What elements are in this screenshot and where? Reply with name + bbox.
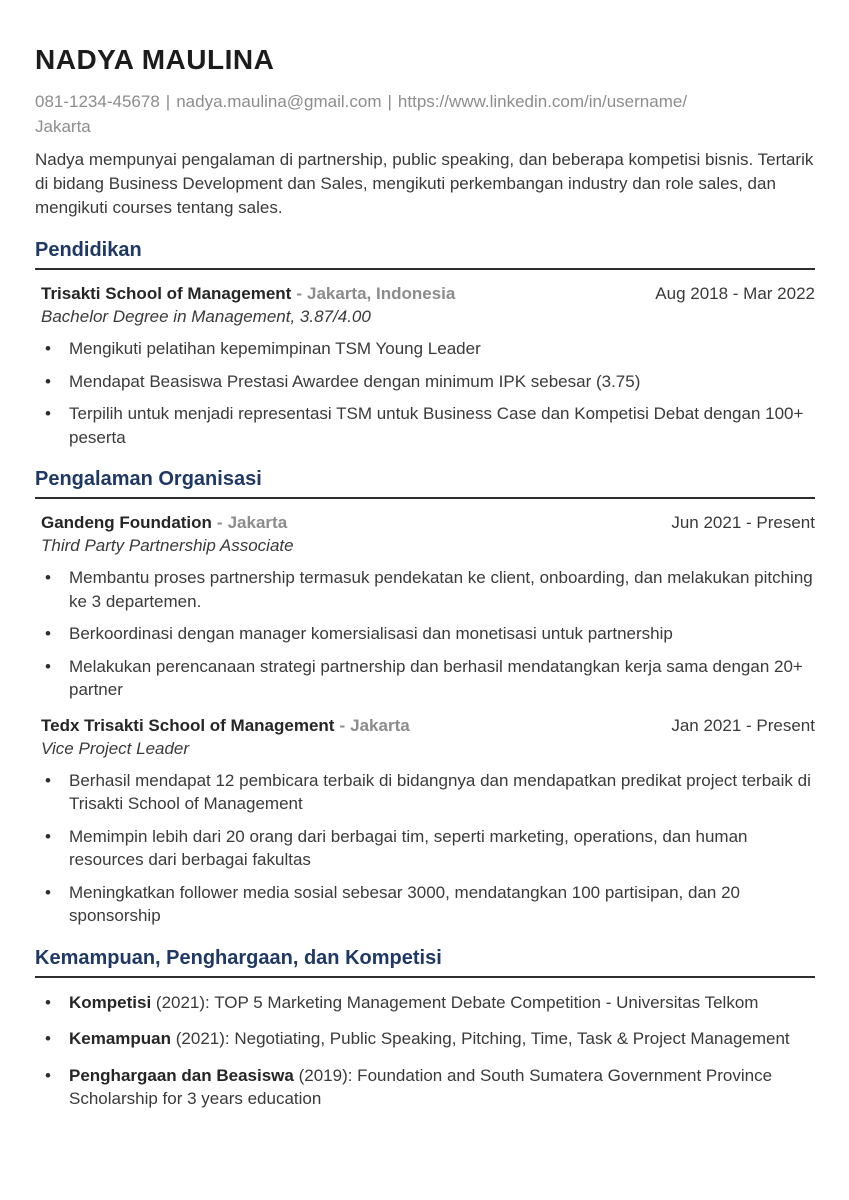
bullet-list <box>35 566 815 702</box>
bullet-item <box>45 825 815 872</box>
skills-item-label: Kompetisi <box>69 992 152 1012</box>
bullet-marker: • <box>45 992 51 1012</box>
bullet-marker: • <box>45 770 51 790</box>
bullet-marker: • <box>45 404 51 423</box>
entry-location: Jakarta <box>227 513 288 532</box>
bullet-item <box>45 769 815 816</box>
bullet-marker: • <box>45 882 51 902</box>
section-skills-awards <box>35 947 815 1111</box>
skills-item-detail: (2021): Negotiating, Public Speaking, Pitching, Time, Task & Project Management <box>171 1029 790 1048</box>
linkedin-url-text: https://www.linkedin.com/in/username/ <box>397 92 688 111</box>
location-text: Jakarta <box>35 117 91 136</box>
skills-list <box>35 991 815 1111</box>
entry-role: Vice Project Leader <box>41 738 190 758</box>
email-text: nadya.maulina@gmail.com <box>176 92 382 111</box>
bullet-marker: • <box>45 339 51 358</box>
entry-header <box>41 511 815 534</box>
organization-entry <box>35 511 815 557</box>
entry-org: Trisakti School of Management <box>41 284 292 303</box>
entry-org-location <box>41 511 287 534</box>
bullet-marker: • <box>45 1029 51 1048</box>
section-title-skills: Kemampuan, Penghargaan, dan Kompetisi <box>35 947 815 978</box>
skills-item <box>45 1064 815 1111</box>
section-organization <box>35 468 815 928</box>
bullet-item <box>45 402 815 449</box>
skills-item-text <box>69 991 758 1015</box>
bullet-marker: • <box>45 624 51 643</box>
entry-location: Jakarta, Indonesia <box>307 284 456 303</box>
phone-text: 081-1234-45678 <box>35 92 160 111</box>
bullet-marker: • <box>45 1065 51 1085</box>
section-title-organization: Pengalaman Organisasi <box>35 468 815 499</box>
bullet-text: Meningkatkan follower media sosial sebesar 3000, mendatangkan 100 partisipan, dan 20 sponsorship <box>69 882 740 925</box>
dash-separator: - <box>216 513 223 532</box>
entry-dates: Jan 2021 - Present <box>671 715 815 735</box>
entry-dates: Aug 2018 - Mar 2022 <box>655 284 815 303</box>
education-entry <box>35 282 815 328</box>
skills-item-label: Kemampuan <box>69 1029 172 1048</box>
entry-degree: Bachelor Degree in Management, 3.87/4.00 <box>41 307 371 326</box>
bullet-marker: • <box>45 371 51 391</box>
person-name: NADYA MAULINA <box>35 44 275 75</box>
skills-item-detail: (2019): Foundation and South Sumatera Government Province Scholarship for 3 years education <box>69 1065 773 1108</box>
entry-org-location <box>41 282 455 305</box>
entry-org: Gandeng Foundation <box>41 513 212 532</box>
skills-item-text <box>69 1027 790 1051</box>
bullet-item <box>45 337 815 361</box>
summary-text: Nadya mempunyai pengalaman di partnership, public speaking, dan beberapa kompetisi bisnis. Tertarik di bidang Business Development dan Sales, mengikuti perkembangan industry dan role sales, dan mengikuti courses tentang sales. <box>35 150 814 217</box>
skills-item <box>45 1027 815 1051</box>
skills-item-label: Penghargaan dan Beasiswa <box>69 1065 294 1085</box>
entry-org-location <box>41 714 410 737</box>
dash-separator: - <box>296 284 302 303</box>
pipe-separator: | <box>387 92 392 111</box>
bullet-list <box>35 337 815 449</box>
organization-entry <box>35 714 815 760</box>
bullet-text: Berkoordinasi dengan manager komersialisasi dan monetisasi untuk partnership <box>69 624 673 643</box>
entry-header <box>41 282 815 305</box>
pipe-separator: | <box>165 92 171 111</box>
entry-dates: Jun 2021 - Present <box>671 513 815 532</box>
bullet-marker: • <box>45 568 51 587</box>
bullet-marker: • <box>45 656 51 676</box>
section-education <box>35 239 815 449</box>
bullet-text: Mendapat Beasiswa Prestasi Awardee dengan minimum IPK sebesar (3.75) <box>69 371 641 391</box>
entry-location: Jakarta <box>350 715 410 735</box>
skills-item <box>45 991 815 1015</box>
contact-line <box>35 89 815 114</box>
section-title-education: Pendidikan <box>35 239 815 270</box>
entry-role: Third Party Partnership Associate <box>41 536 294 555</box>
bullet-item <box>45 655 815 702</box>
bullet-text: Membantu proses partnership termasuk pendekatan ke client, onboarding, dan melakukan pitching ke 3 departemen. <box>69 568 813 611</box>
bullet-list <box>35 769 815 928</box>
bullet-text: Mengikuti pelatihan kepemimpinan TSM Young Leader <box>69 339 481 358</box>
bullet-item <box>45 370 815 394</box>
bullet-marker: • <box>45 826 51 846</box>
bullet-item <box>45 622 815 646</box>
bullet-text: Terpilih untuk menjadi representasi TSM untuk Business Case dan Kompetisi Debat dengan 100+ peserta <box>69 404 804 447</box>
skills-item-detail: (2021): TOP 5 Marketing Management Debate Competition - Universitas Telkom <box>151 992 759 1012</box>
bullet-text: Melakukan perencanaan strategi partnership dan berhasil mendatangkan kerja sama dengan 20+ partner <box>69 656 803 699</box>
skills-item-text <box>69 1064 815 1111</box>
bullet-text: Memimpin lebih dari 20 orang dari berbagai tim, seperti marketing, operations, dan human resources dari berbagai fakultas <box>69 826 748 869</box>
entry-org: Tedx Trisakti School of Management <box>41 715 335 735</box>
dash-separator: - <box>339 715 346 735</box>
bullet-text: Berhasil mendapat 12 pembicara terbaik di bidangnya dan mendapatkan predikat project terbaik di Trisakti School of Management <box>69 770 811 813</box>
entry-header <box>41 714 815 737</box>
bullet-item <box>45 566 815 613</box>
bullet-item <box>45 881 815 928</box>
